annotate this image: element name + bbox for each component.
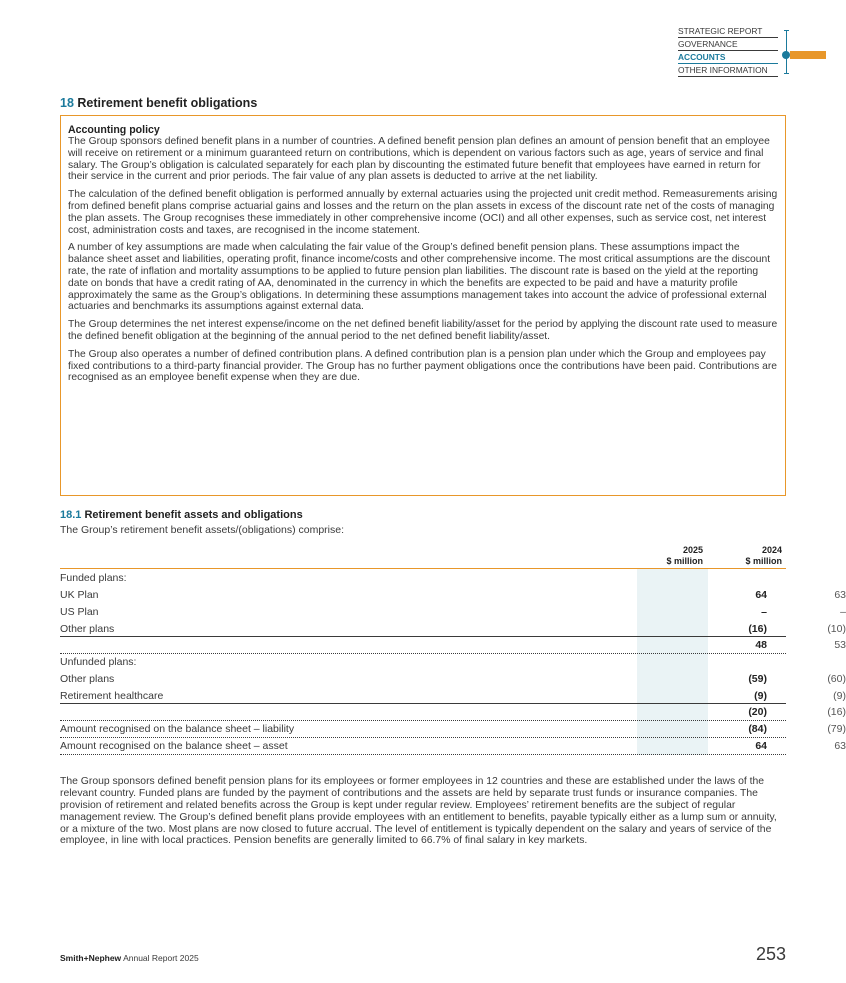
nav-active-dot-icon: [782, 51, 790, 59]
table-bottom-rule: [60, 754, 786, 755]
value-2024: 63: [834, 589, 846, 601]
row-label: Other plans: [60, 623, 115, 635]
subsection-intro: The Group’s retirement benefit assets/(obligations) comprise:: [60, 524, 345, 536]
value-2024: (60): [827, 673, 846, 685]
table-row: [60, 570, 786, 586]
row-label: Other plans: [60, 673, 115, 685]
table-row: [60, 587, 846, 603]
policy-paragraph: The Group also operates a number of defined contribution plans. A defined contribution plan is a pension plan under which the Group and employees pay fixed contributions to a third-party financial provider. The Group has no further payment obligations once the contributions have been paid. Contributions are recognised as an employee benefit expense when they are due.: [68, 348, 778, 384]
subtotal-row: [60, 704, 846, 720]
footer: [60, 953, 199, 963]
column-unit: $ million: [666, 556, 703, 566]
value-2025: (59): [748, 673, 767, 685]
row-label: Funded plans:: [60, 572, 127, 584]
policy-paragraph: A number of key assumptions are made when calculating the fair value of the Group’s defined benefit pension plans. These assumptions impact the balance sheet asset and liabilities, operating profit, finance income/costs and other comprehensive income. The most critical assumptions are the discount rate, the rate of inflation and mortality assumptions to be applied to future pension plan liabilities. The discount rate is based on the yield at the reporting date on bonds that have a credit rating of AA, denominated in the currency in which the benefits are expected to be paid and have a maturity profile approximately the same as the Group’s obligations. In determining these assumptions management takes into account the advice of professional external actuaries and benchmarks its assumptions against external data.: [68, 242, 771, 313]
footer-report-name: Annual Report 2025: [123, 953, 199, 963]
table-row: [60, 721, 846, 737]
accounting-policy-box: [60, 115, 786, 496]
subtotal-row: [60, 637, 846, 653]
policy-paragraph: The calculation of the defined benefit obligation is performed annually by external actuaries using the projected unit credit method. Remeasurements arising from defined benefit plans comprise actuarial gains and losses and the return on the plan assets in excess of the discount rate net of the costs of managing the plan assets. The Group recognises these immediately in other comprehensive income (OCI) and all other expenses, such as service cost, net interest cost, administration costs and taxes, are recognised in the income statement.: [68, 189, 778, 236]
section-title-text: Retirement benefit obligations: [77, 96, 258, 110]
value-2024: (10): [827, 623, 846, 635]
value-2024: 63: [834, 740, 846, 752]
row-label: Unfunded plans:: [60, 656, 137, 668]
value-2024: (9): [833, 690, 846, 702]
row-label: Retirement healthcare: [60, 690, 164, 702]
value-2024: (16): [827, 706, 846, 718]
policy-paragraph: The Group sponsors defined benefit plans in a number of countries. A defined benefit pension plan defines an amount of pension benefit that an employee will receive on retirement or a minimum guaranteed return on contributions, which is dependent on various factors such as age, years of service and final salary. The Group’s obligation is calculated separately for each plan by discounting the estimated future benefit that employees have earned in return for their service in the current and prior periods. The fair value of any plan assets is deducted to arrive at the net liability.: [68, 136, 770, 183]
row-label: UK Plan: [60, 589, 99, 601]
nav-active-marker: [790, 51, 826, 59]
section-title: [60, 96, 257, 110]
table-header-rule: [60, 568, 786, 569]
value-2024: –: [840, 606, 846, 618]
table-row: [60, 688, 846, 704]
table-row: [60, 621, 846, 637]
row-label: US Plan: [60, 606, 99, 618]
page-number: 253: [755, 944, 786, 964]
row-label: Amount recognised on the balance sheet – asset: [60, 740, 288, 752]
subsection-number: 18.1: [60, 509, 82, 521]
nav-indicator-tick: [784, 30, 789, 31]
policy-paragraph: The Group determines the net interest expense/income on the net defined benefit liability/asset for the period by applying the discount rate used to measure the defined benefit obligation at the beginning of the annual period to the net defined benefit liability/asset.: [68, 319, 778, 342]
column-header-2025: [640, 545, 703, 567]
value-2025: 64: [755, 740, 767, 752]
value-2025: (20): [748, 706, 767, 718]
value-2025: (16): [748, 623, 767, 635]
footer-brand: Smith+Nephew: [60, 953, 122, 963]
subsection-title: [60, 509, 303, 521]
section-nav: [678, 26, 778, 78]
column-year: 2025: [682, 545, 703, 555]
closing-paragraph: The Group sponsors defined benefit pension plans for its employees or former employees in 12 countries and these are established under the laws of the relevant country. Funded plans are funded by the payment of contributions and the assets are held by separate trust funds or insurance companies. The provision of retirement and related benefits across the Group is kept under regular review. Employees’ retirement benefits are the subject of regular management review. The Group’s defined benefit plans provide employees with an entitlement to benefits, payable typically either as a lump sum or annuity, or a mixture of the two. Most plans are now closed to future accrual. The level of entitlement is typically dependent on the salary and years of service of the employee, in line with local practices. Pension benefits are generally limited to 66.7% of final salary in key markets.: [60, 776, 777, 847]
subsection-title-text: Retirement benefit assets and obligations: [84, 509, 303, 521]
value-2025: (9): [754, 690, 767, 702]
table-row: [60, 671, 846, 687]
column-year: 2024: [761, 545, 782, 555]
value-2024: 53: [834, 639, 846, 651]
nav-item-accounts[interactable]: ACCOUNTS: [678, 52, 778, 64]
value-2025: –: [761, 606, 767, 618]
policy-heading: Accounting policy: [68, 124, 160, 136]
value-2025: 64: [755, 589, 767, 601]
nav-indicator-tick: [784, 73, 789, 74]
nav-item-strategic-report[interactable]: STRATEGIC REPORT: [678, 26, 778, 38]
column-header-2024: [718, 545, 782, 567]
table-row: [60, 604, 846, 620]
row-label: Amount recognised on the balance sheet – liability: [60, 723, 295, 735]
column-unit: $ million: [745, 556, 782, 566]
table-row: [60, 654, 786, 670]
value-2025: (84): [748, 723, 767, 735]
section-number: 18: [60, 96, 74, 110]
value-2024: (79): [827, 723, 846, 735]
nav-item-governance[interactable]: GOVERNANCE: [678, 39, 778, 51]
table-row: [60, 738, 846, 754]
nav-item-other-information[interactable]: OTHER INFORMATION: [678, 65, 778, 77]
value-2025: 48: [755, 639, 767, 651]
